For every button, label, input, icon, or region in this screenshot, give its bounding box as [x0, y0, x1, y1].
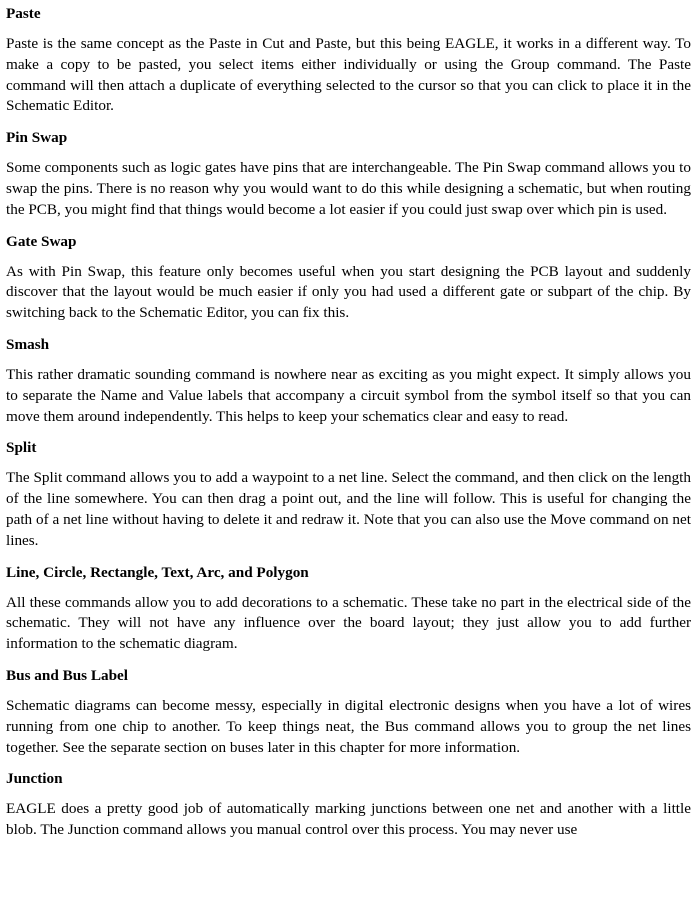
section-split [6, 438, 691, 551]
section-paste [6, 4, 691, 117]
section-junction [6, 769, 691, 841]
section-heading: Junction [6, 770, 63, 788]
section-smash [6, 335, 691, 427]
section-heading: Paste [6, 5, 41, 22]
section-heading: Smash [6, 335, 50, 353]
section-heading: Gate Swap [6, 232, 77, 250]
section-pin-swap [6, 128, 691, 220]
section-paragraph: EAGLE does a pretty good job of automatically marking junctions between one net and another with a little blob. The Junction command allows you manual control over this process. You may never use [6, 800, 691, 839]
section-heading: Line, Circle, Rectangle, Text, Arc, and Polygon [6, 563, 309, 581]
section-paragraph: Schematic diagrams can become messy, especially in digital electronic designs when you have a lot of wires running from one chip to another. To keep things neat, the Bus command allows you to group the net lines together. See the separate section on buses later in this chapter for more information. [6, 696, 691, 756]
document-page [6, 4, 691, 852]
section-paragraph: As with Pin Swap, this feature only becomes useful when you start designing the PCB layout and suddenly discover that the layout would be much easier if only you had used a different gate or subpart of the chip. By switching back to the Schematic Editor, you can fix this. [6, 262, 691, 322]
section-heading: Bus and Bus Label [6, 666, 128, 684]
section-paragraph: All these commands allow you to add decorations to a schematic. These take no part in the electrical side of the schematic. They will not have any influence over the board layout; they just allow you to add further information to the schematic diagram. [6, 593, 691, 653]
section-paragraph: The Split command allows you to add a waypoint to a net line. Select the command, and then click on the length of the line somewhere. You can then drag a point out, and the line will follow. This is useful for changing the path of a net line without having to delete it and redraw it. Note that you can also use the Move command on net lines. [6, 469, 691, 549]
section-bus [6, 666, 691, 758]
section-drawing-commands [6, 563, 691, 655]
section-heading: Split [6, 439, 37, 457]
section-gate-swap [6, 232, 691, 324]
section-heading: Pin Swap [6, 129, 68, 147]
section-paragraph: Paste is the same concept as the Paste in Cut and Paste, but this being EAGLE, it works in a different way. To make a copy to be pasted, you select items either individually or using the Group command. The Paste command will then attach a duplicate of everything selected to the cursor so that you can click to place it in the Schematic Editor. [6, 35, 691, 115]
section-paragraph: Some components such as logic gates have pins that are interchangeable. The Pin Swap command allows you to swap the pins. There is no reason why you would want to do this while designing a schematic, but when routing the PCB, you might find that things would become a lot easier if you could just swap over which pin is used. [6, 159, 691, 218]
section-paragraph: This rather dramatic sounding command is nowhere near as exciting as you might expect. It simply allows you to separate the Name and Value labels that accompany a circuit symbol from the symbol itself so that you can move them around independently. This helps to keep your schematics clear and easy to read. [6, 365, 691, 425]
